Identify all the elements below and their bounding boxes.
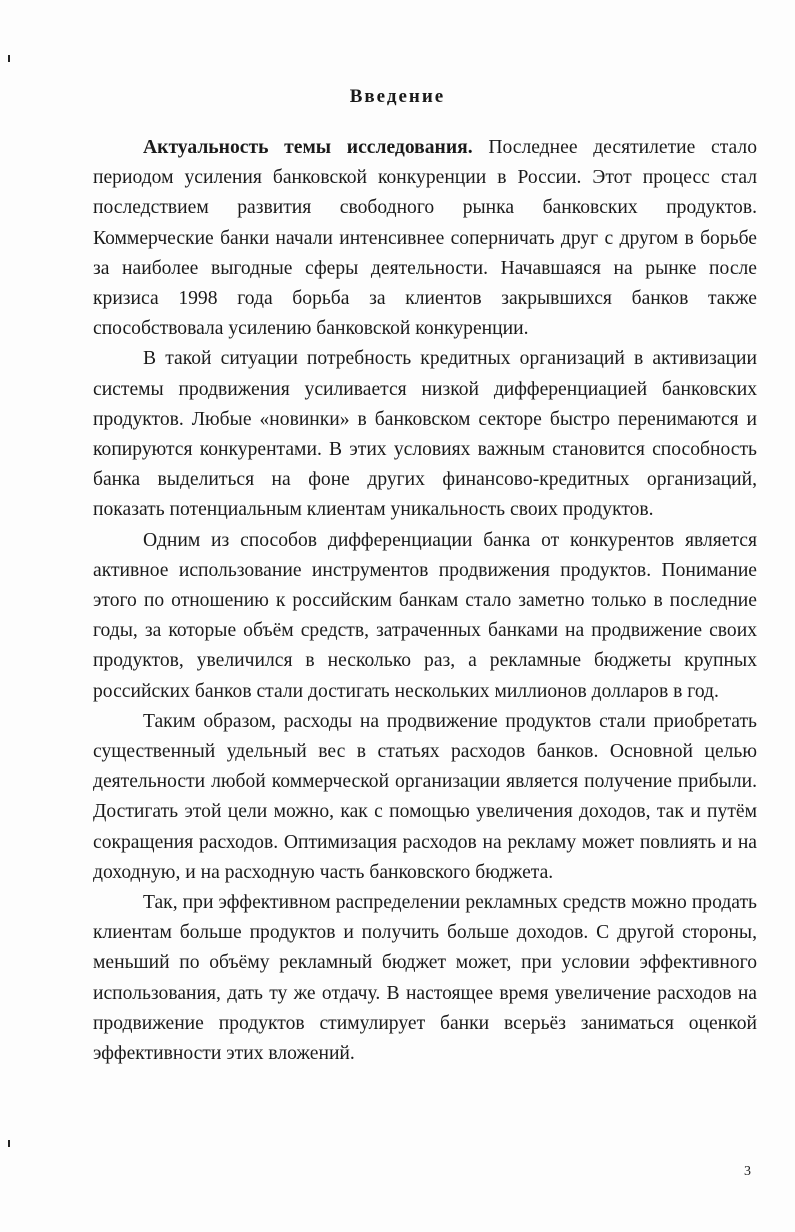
- paragraph-3: Одним из способов дифференциации банка от конкурентов является активное использование инструментов продвижения продуктов. Понимание этого по отношению к российским банкам стало заметно только в последние годы, за которые объём средств, затраченных банками на продвижение своих продуктов, увеличился в несколько раз, а рекламные бюджеты крупных российских банков стали достигать нескольких миллионов долларов в год.: [93, 529, 757, 702]
- paragraph-1: [93, 133, 757, 344]
- paragraph-lead: Актуальность темы исследования.: [143, 137, 473, 158]
- paragraph-5: Так, при эффективном распределении рекламных средств можно продать клиентам больше продуктов и получить больше доходов. С другой стороны, меньший по объёму рекламный бюджет может, при условии эффективного использования, дать ту же отдачу. В настоящее время увеличение расходов на продвижение продуктов стимулирует банки всерьёз заниматься оценкой эффективности этих вложений.: [93, 892, 757, 1065]
- paragraph-4: Таким образом, расходы на продвижение продуктов стали приобретать существенный удельный вес в статьях расходов банков. Основной целью деятельности любой коммерческой организации является получение прибыли. Достигать этой цели можно, как с помощью увеличения доходов, так и путём сокращения расходов. Оптимизация расходов на рекламу может повлиять и на доходную, и на расходную часть банковского бюджета.: [93, 710, 757, 883]
- page-number: 3: [744, 1164, 751, 1179]
- scan-mark: [8, 1140, 10, 1147]
- paragraph-2: В такой ситуации потребность кредитных организаций в активизации системы продвижения усиливается низкой дифференциацией банковских продуктов. Любые «новинки» в банковском секторе быстро перенимаются и копируются конкурентами. В этих условиях важным становится способность банка выделиться на фоне других финансово-кредитных организаций, показать потенциальным клиентам уникальность своих продуктов.: [93, 348, 757, 521]
- page-title: Введение: [349, 86, 446, 107]
- document-body: [93, 133, 757, 1069]
- paragraph-text: Последнее десятилетие стало периодом усиления банковской конкуренции в России. Этот процесс стал последствием развития свободного рынка банковских продуктов. Коммерческие банки начали интенсивнее соперничать друг с другом в борьбе за наиболее выгодные сферы деятельности. Начавшаяся на рынке после кризиса 1998 года борьба за клиентов закрывшихся банков также способствовала усилению банковской конкуренции.: [93, 137, 757, 340]
- scan-mark: [8, 55, 10, 62]
